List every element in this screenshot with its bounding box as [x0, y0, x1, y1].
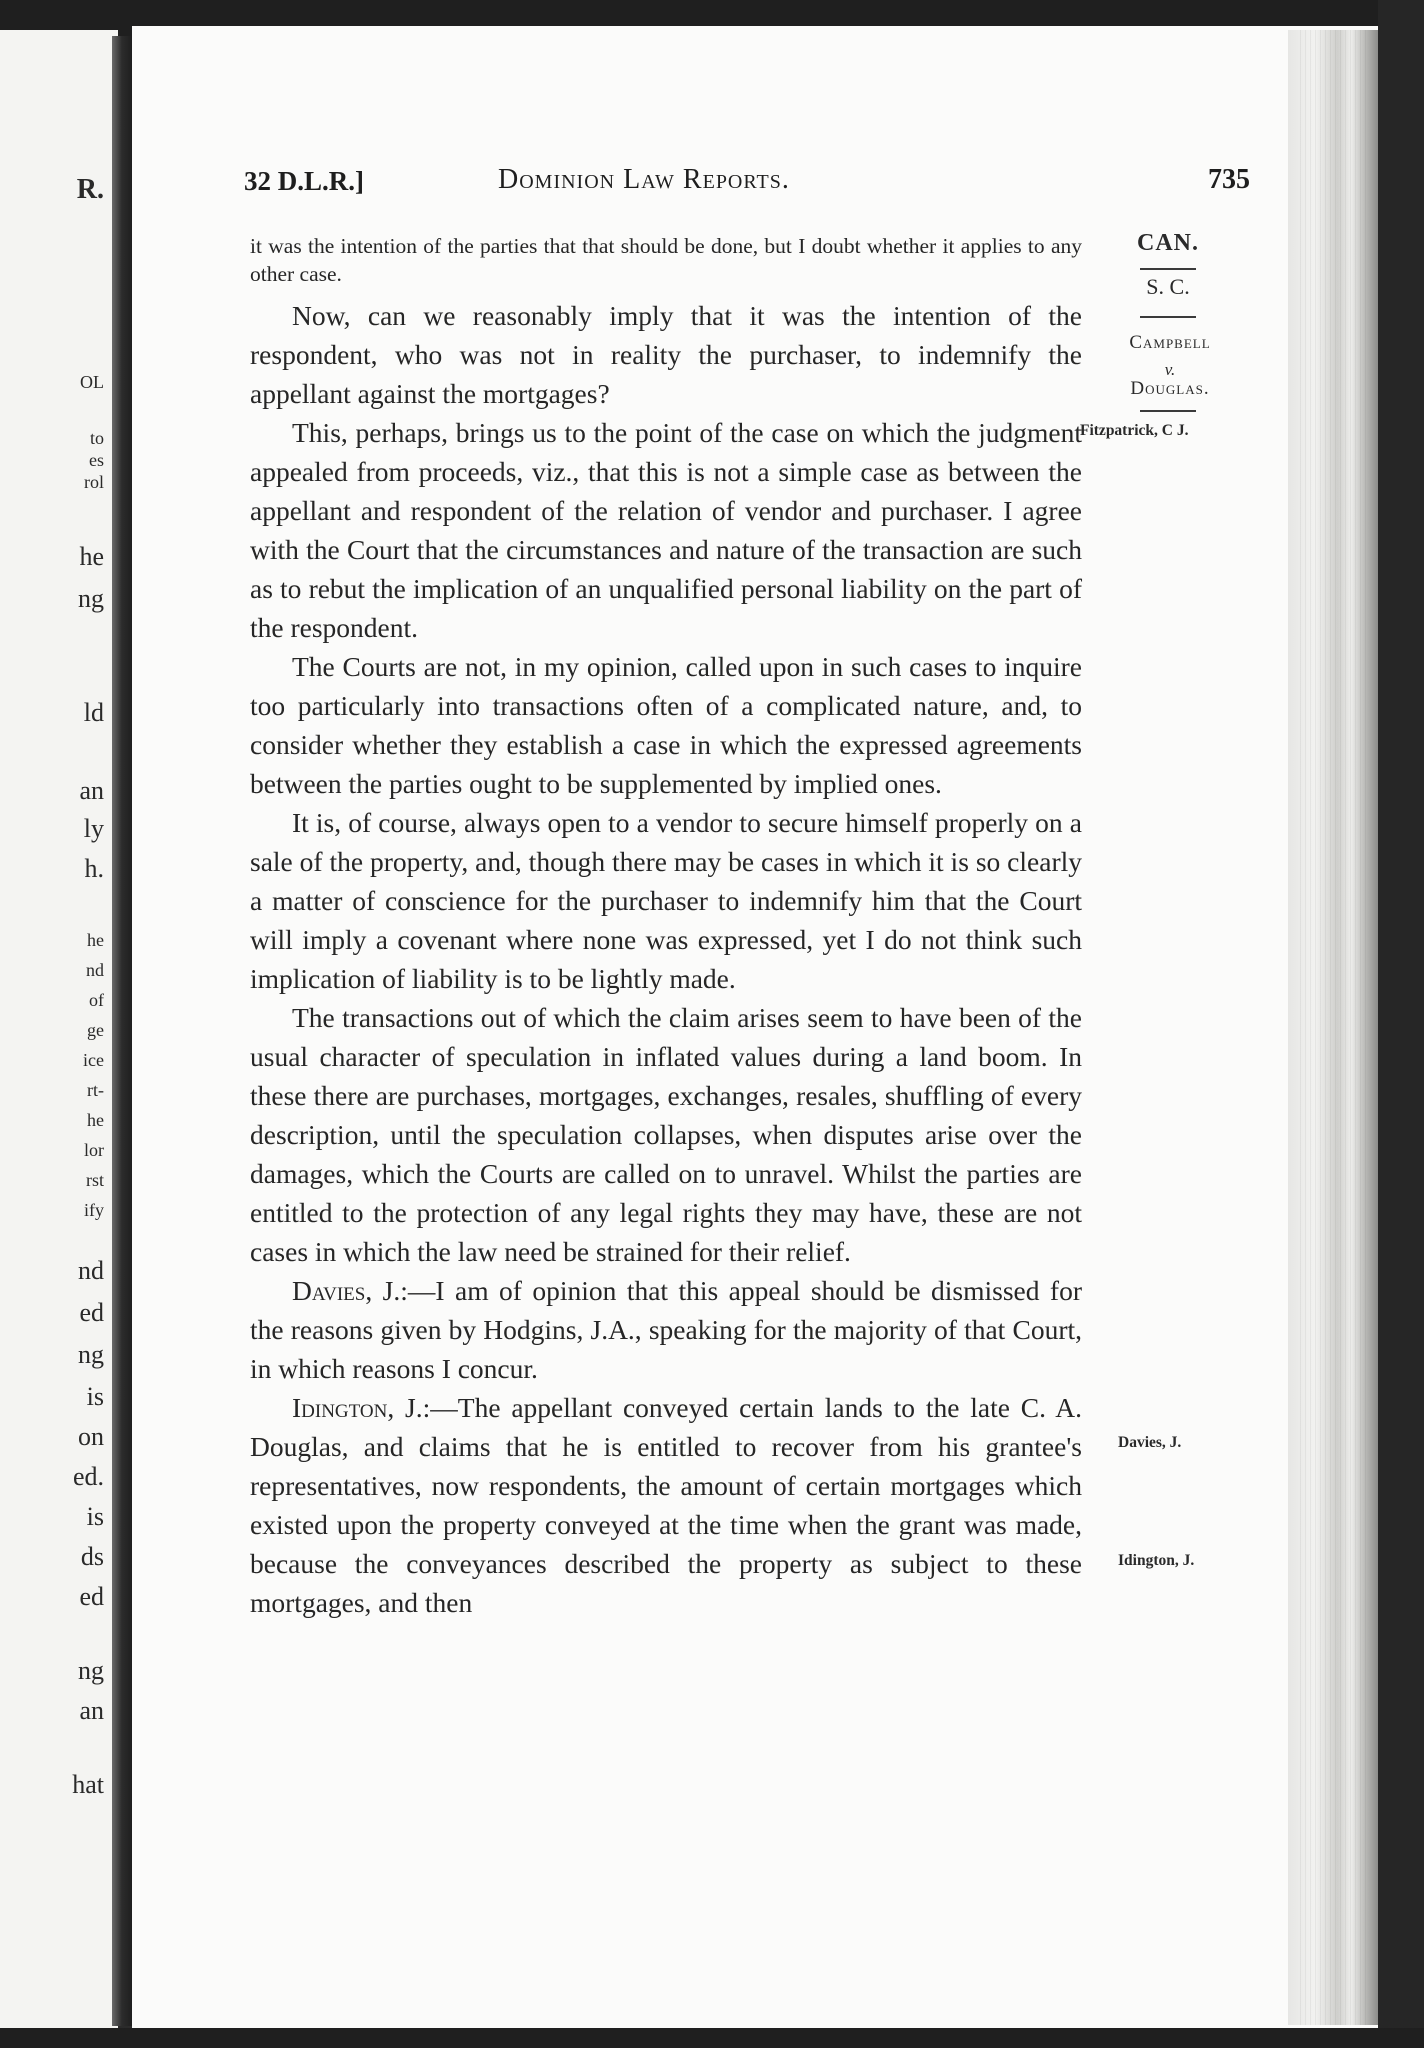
- paragraph: Now, can we reasonably imply that it was the intention of the respondent, who was not in reality the purchaser, to indemnify the appellant against the mortgages?: [250, 300, 1082, 409]
- left-fragment: lor: [84, 1140, 104, 1160]
- left-fragment: nd: [78, 1256, 104, 1285]
- left-fragment: ify: [84, 1200, 104, 1220]
- left-fragment: ed.: [72, 1462, 104, 1491]
- judgment-text: :—The appellant conveyed certain lands to the late C. A. Douglas, and claims that he is entitled to recover from his grantee's representatives, now respondents, the amount of certain mortgages which existed upon the property conveyed at the time when the grant was made, because the conveyances described the property as subject to these mortgages, and then: [250, 1392, 1082, 1618]
- side-rule: [1140, 410, 1196, 412]
- left-fragment: ed: [79, 1298, 104, 1327]
- paragraph: The Courts are not, in my opinion, called upon in such cases to inquire too particularly into transactions often of a complicated nature, and, to consider whether they establish a case in which the expressed agreements between the parties ought to be supplemented by implied ones.: [250, 651, 1082, 799]
- left-fragment: nd: [86, 960, 104, 980]
- left-fragment: h.: [84, 854, 104, 883]
- left-fragment: on: [78, 1422, 104, 1451]
- left-fragment: is: [86, 1382, 104, 1411]
- side-note-judge: Davies, J.: [1118, 1434, 1182, 1451]
- side-note-judge: Idington, J.: [1118, 1552, 1195, 1569]
- judgment-text: :—I am of opinion that this appeal should be dismissed for the reasons given by Hodgins, J.A., speaking for the majority of that Court, in which reasons I concur.: [250, 1275, 1083, 1384]
- paragraph: It is, of course, always open to a vendor to secure himself properly on a sale of the property, and, though there may be cases in which it is so clearly a matter of conscience for the purchaser to indemnify him that the Court will imply a covenant where none was expressed, yet I do not think such implication of liability is to be lightly made.: [250, 807, 1082, 994]
- left-fragment: ng: [78, 1656, 104, 1685]
- quoted-passage: it was the intention of the parties that that should be done, but I doubt whether it applies to any other case.: [250, 234, 1082, 286]
- left-fragment: an: [79, 776, 104, 805]
- left-fragment: ge: [87, 1020, 104, 1040]
- left-fragment: he: [79, 542, 104, 571]
- side-rule: [1140, 268, 1196, 270]
- judge-name: Davies, J.: [292, 1275, 401, 1306]
- running-title: Dominion Law Reports.: [498, 164, 790, 195]
- side-note-versus: v.: [1164, 360, 1176, 379]
- left-fragment: to: [89, 428, 104, 448]
- paragraph: The transactions out of which the claim arises seem to have been of the usual character of speculation in inflated values during a land boom. In these there are purchases, mortgages, exchanges, resales, shuffling of every description, until the speculation collapses, when disputes arise over the damages, which the Courts are called on to unravel. Whilst the parties are entitled to the protection of any legal rights they may have, these are not cases in which the law need be strained for their relief.: [250, 1002, 1082, 1267]
- left-fragment: rt-: [87, 1080, 104, 1100]
- left-fragment: he: [87, 930, 104, 950]
- judge-name: Idington, J.: [292, 1392, 423, 1423]
- page-edge-lines: [1300, 30, 1370, 2025]
- left-fragment: he: [87, 1110, 104, 1130]
- scan-frame-right: [1378, 0, 1424, 2048]
- left-fragment: ds: [80, 1542, 104, 1571]
- page-number: 735: [1208, 164, 1250, 195]
- judgment-paragraph: [250, 1388, 1082, 1622]
- left-fragment: of: [89, 990, 104, 1010]
- left-fragment: hat: [72, 1770, 104, 1799]
- side-note-party1: Campbell: [1129, 332, 1211, 353]
- judgment-paragraph: [250, 1271, 1082, 1388]
- facing-page-fragment: [0, 30, 118, 2030]
- left-fragment: rst: [86, 1170, 104, 1190]
- scan-frame-bottom: [0, 2028, 1424, 2048]
- side-note-party2: Douglas.: [1130, 378, 1210, 399]
- left-fragment: an: [79, 1696, 104, 1725]
- side-rule: [1140, 316, 1196, 318]
- side-note-division: S. C.: [1146, 274, 1190, 299]
- body-text: [250, 232, 1082, 1622]
- left-fragment: ice: [83, 1050, 104, 1070]
- left-fragment: rol: [84, 472, 104, 492]
- left-fragment: ng: [78, 584, 104, 613]
- volume-reference: 32 D.L.R.]: [244, 166, 364, 196]
- left-fragment: ng: [78, 1340, 104, 1369]
- paragraph: This, perhaps, brings us to the point of the case on which the judgment appealed from proceeds, viz., that this is not a simple case as between the appellant and respondent of the relation of vendor and purchaser. I agree with the Court that the circumstances and nature of the transaction are such as to rebut the implication of an unqualified personal liability on the part of the respondent.: [250, 417, 1082, 643]
- side-note-judge: Fitzpatrick, C J.: [1080, 422, 1189, 439]
- left-fragment: is: [86, 1502, 104, 1531]
- left-fragment: es: [89, 450, 104, 470]
- left-fragment: ld: [83, 698, 104, 727]
- side-note-court: CAN.: [1137, 230, 1199, 256]
- left-fragment: OL: [80, 372, 104, 392]
- left-fragment: R.: [76, 174, 104, 205]
- book-gutter: [112, 36, 134, 2026]
- left-fragment: ly: [83, 814, 104, 843]
- left-fragment: ed: [79, 1582, 104, 1611]
